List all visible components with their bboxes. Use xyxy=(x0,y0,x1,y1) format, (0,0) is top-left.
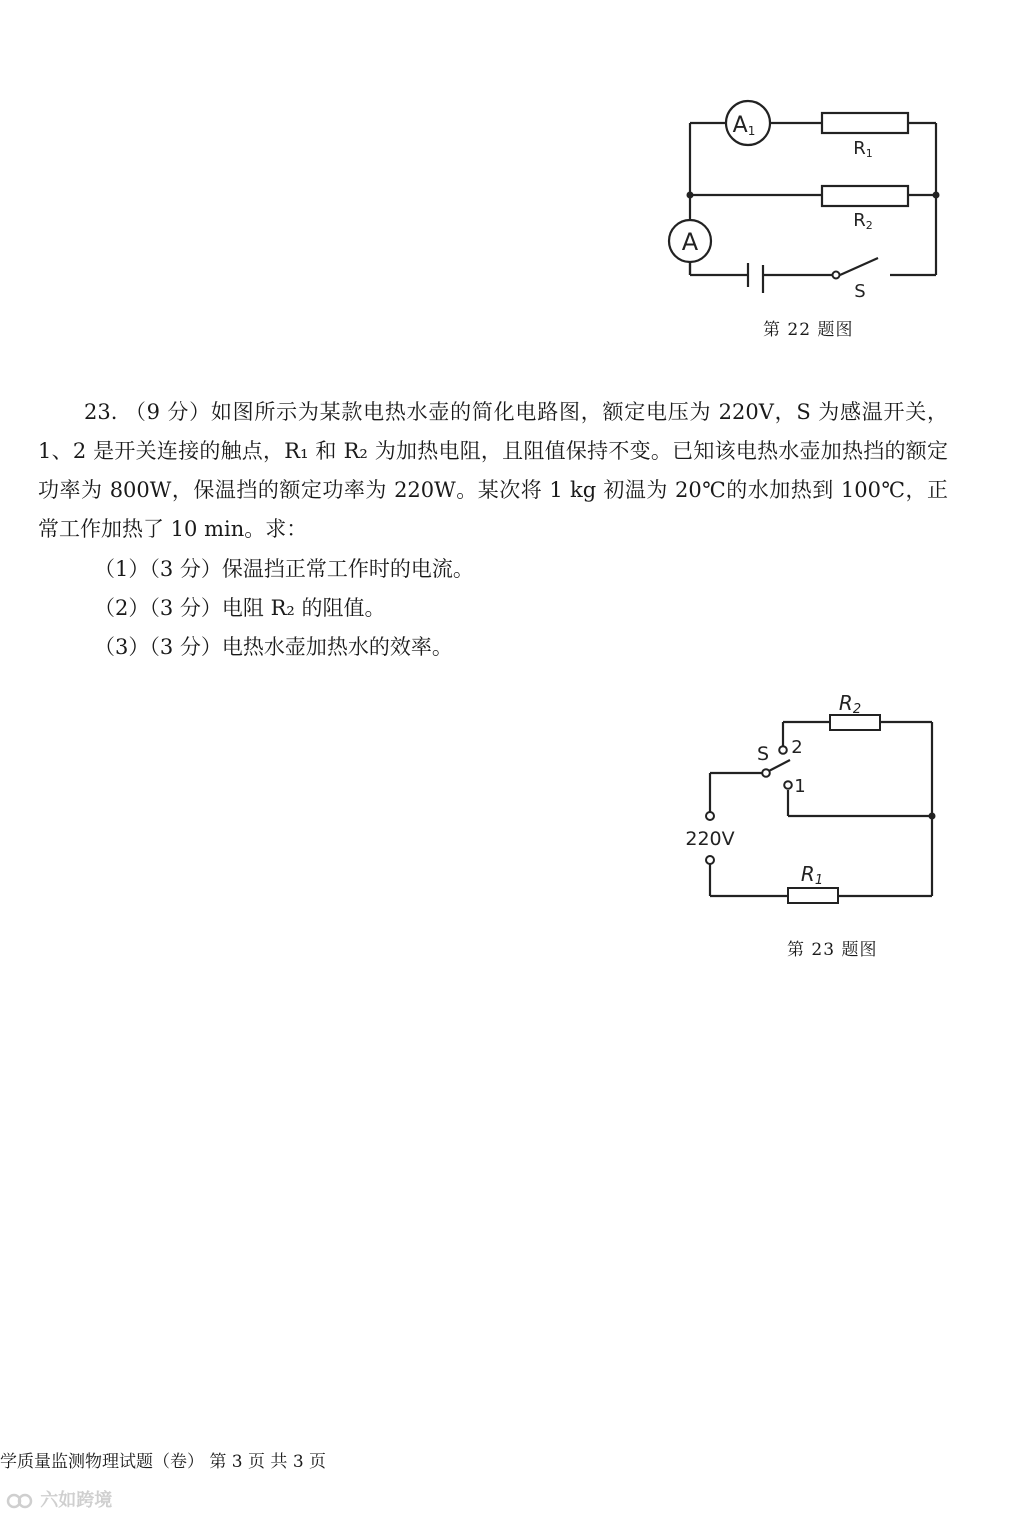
watermark-logo-icon xyxy=(6,1492,34,1510)
svg-text:R1 xyxy=(801,862,823,888)
junction-dot xyxy=(933,192,940,199)
figure-23-caption: 第 23 题图 xyxy=(787,940,878,960)
ammeter-main-label: A xyxy=(681,228,699,256)
question-23-part-3: （3）（3 分）电热水壶加热水的效率。 xyxy=(94,635,453,659)
contact-2-terminal xyxy=(779,746,787,754)
switch-pivot xyxy=(762,769,770,777)
figure-22-circuit xyxy=(660,95,950,315)
switch-s-label: S xyxy=(854,281,866,302)
watermark-text: 六如跨境 xyxy=(40,1490,113,1511)
svg-text:R1 xyxy=(853,138,873,160)
r2-resistor xyxy=(830,715,880,730)
r1-resistor xyxy=(788,888,838,903)
r2-label: R xyxy=(853,210,866,231)
r1-label: R xyxy=(800,862,815,886)
watermark xyxy=(6,1486,112,1512)
r1-sub: 1 xyxy=(865,147,873,160)
switch-contact xyxy=(833,272,840,279)
figure-22-caption: 第 22 题图 xyxy=(763,320,854,340)
r1-resistor xyxy=(822,113,908,133)
question-23-text: 23. （9 分）如图所示为某款电热水壶的简化电路图，额定电压为 220V，S 为感温开关，1、2 是开关连接的触点，R₁ 和 R₂ 为加热电阻，且阻值保持不变。已知该电热水壶加热挡的额定功率为 800W，保温挡的额定功率为 220W。某次将 1 kg 初温为 20℃的水加热到 100℃，正常工作加热了 10 min。求： xyxy=(38,400,948,541)
junction-dot xyxy=(929,813,936,820)
r2-resistor xyxy=(822,186,908,206)
r1-sub: 1 xyxy=(814,873,824,888)
power-terminal xyxy=(706,812,714,820)
contact-2-label: 2 xyxy=(791,737,803,758)
svg-text:R2 xyxy=(839,691,861,717)
r2-sub: 2 xyxy=(852,702,862,717)
question-23-part-1: （1）（3 分）保温挡正常工作时的电流。 xyxy=(94,557,474,581)
ammeter-1-label: A xyxy=(732,113,748,138)
page-footer: 学质量监测物理试题（卷） 第 3 页 共 3 页 xyxy=(0,1452,327,1472)
question-23-part-2: （2）（3 分）电阻 R₂ 的阻值。 xyxy=(94,596,386,620)
junction-dot xyxy=(687,192,694,199)
svg-text:R2 xyxy=(853,210,873,232)
switch-s-label: S xyxy=(756,743,770,765)
figure-23-circuit xyxy=(670,688,950,923)
contact-1-terminal xyxy=(784,781,792,789)
power-terminal xyxy=(706,856,714,864)
ammeter-1-sub: 1 xyxy=(747,124,756,138)
r2-label: R xyxy=(838,691,853,715)
r2-sub: 2 xyxy=(865,219,873,232)
r1-label: R xyxy=(853,138,866,159)
voltage-label: 220V xyxy=(685,828,735,850)
contact-1-label: 1 xyxy=(794,776,806,797)
